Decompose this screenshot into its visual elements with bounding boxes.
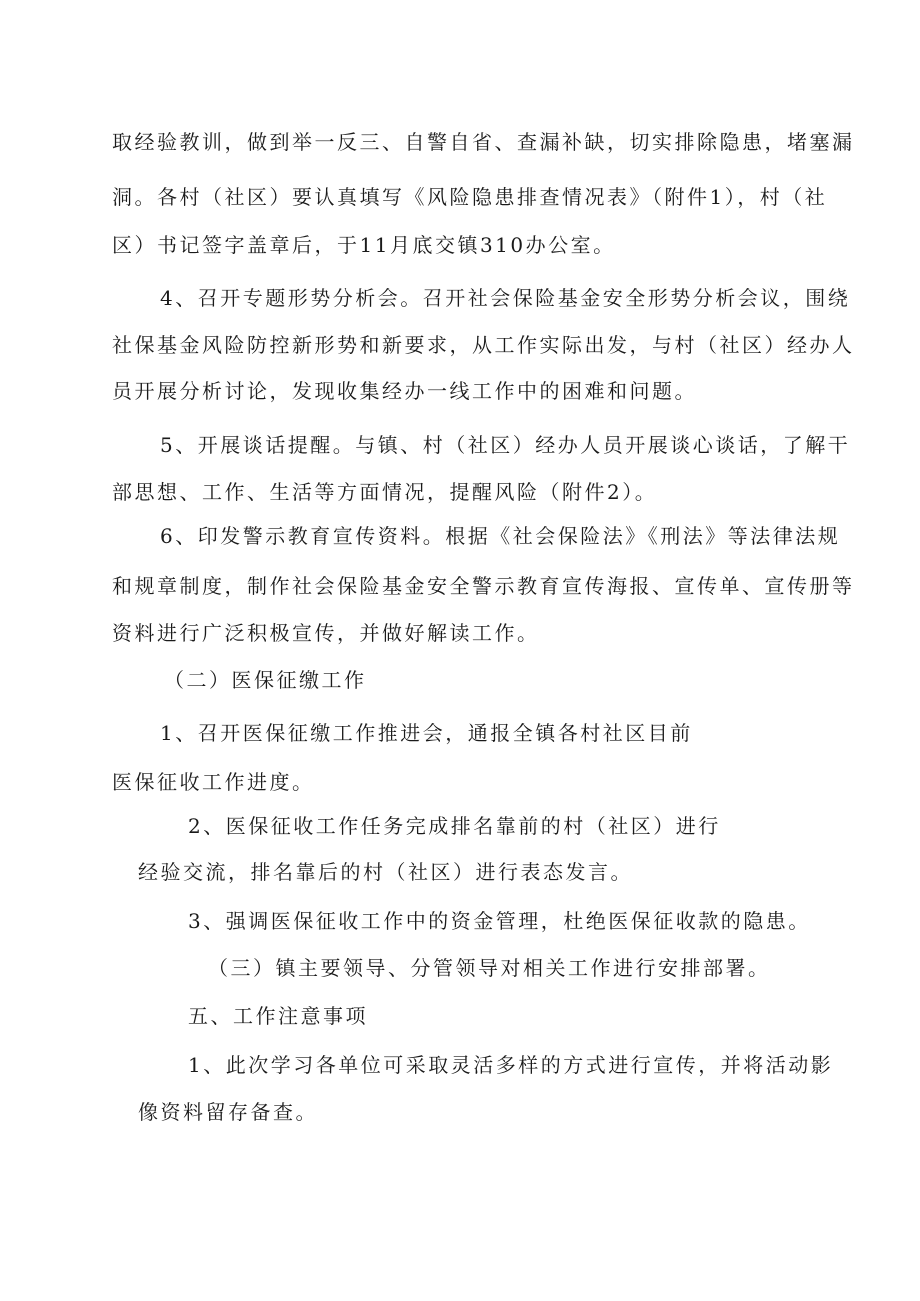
- notes-item-1-line-1: 1、此次学习各单位可采取灵活多样的方式进行宣传，并将活动影: [188, 1053, 834, 1077]
- notes-item-1-line-2: 像资料留存备查。: [138, 1100, 318, 1124]
- section-heading-notes: 五、工作注意事项: [188, 1004, 368, 1028]
- item-6-line-1: 6、印发警示教育宣传资料。根据《社会保险法》《刑法》等法律法规: [160, 524, 841, 548]
- paragraph-line-2: 洞。各村（社区）要认真填写《风险隐患排查情况表》（附件1），村（社: [112, 185, 828, 209]
- medical-item-1-line-2: 医保征收工作进度。: [112, 770, 315, 794]
- medical-item-2-line-2: 经验交流，排名靠后的村（社区）进行表态发言。: [138, 860, 633, 884]
- item-6-line-3: 资料进行广泛积极宣传，并做好解读工作。: [112, 621, 540, 645]
- item-5-line-1: 5、开展谈话提醒。与镇、村（社区）经办人员开展谈心谈话，了解干: [160, 433, 851, 457]
- medical-item-3: 3、强调医保征收工作中的资金管理，杜绝医保征收款的隐患。: [188, 909, 811, 933]
- medical-item-1-line-1: 1、召开医保征缴工作推进会，通报全镇各村社区目前: [160, 721, 693, 745]
- item-6-line-2: 和规章制度，制作社会保险基金安全警示教育宣传海报、宣传单、宣传册等: [112, 574, 855, 598]
- item-5-line-2: 部思想、工作、生活等方面情况，提醒风险（附件2）。: [112, 480, 658, 504]
- section-heading-medical-insurance: （二）医保征缴工作: [164, 668, 367, 692]
- medical-item-2-line-1: 2、医保征收工作任务完成排名靠前的村（社区）进行: [188, 814, 721, 838]
- paragraph-line-3: 区）书记签字盖章后，于11月底交镇310办公室。: [112, 233, 616, 257]
- section-heading-leadership: （三）镇主要领导、分管领导对相关工作进行安排部署。: [208, 956, 771, 980]
- item-4-line-3: 员开展分析讨论，发现收集经办一线工作中的困难和问题。: [112, 379, 697, 403]
- paragraph-line-1: 取经验教训，做到举一反三、自警自省、查漏补缺，切实排除隐患，堵塞漏: [112, 130, 855, 154]
- item-4-line-2: 社保基金风险防控新形势和新要求，从工作实际出发，与村（社区）经办人: [112, 333, 855, 357]
- item-4-line-1: 4、召开专题形势分析会。召开社会保险基金安全形势分析会议，围绕: [160, 286, 851, 310]
